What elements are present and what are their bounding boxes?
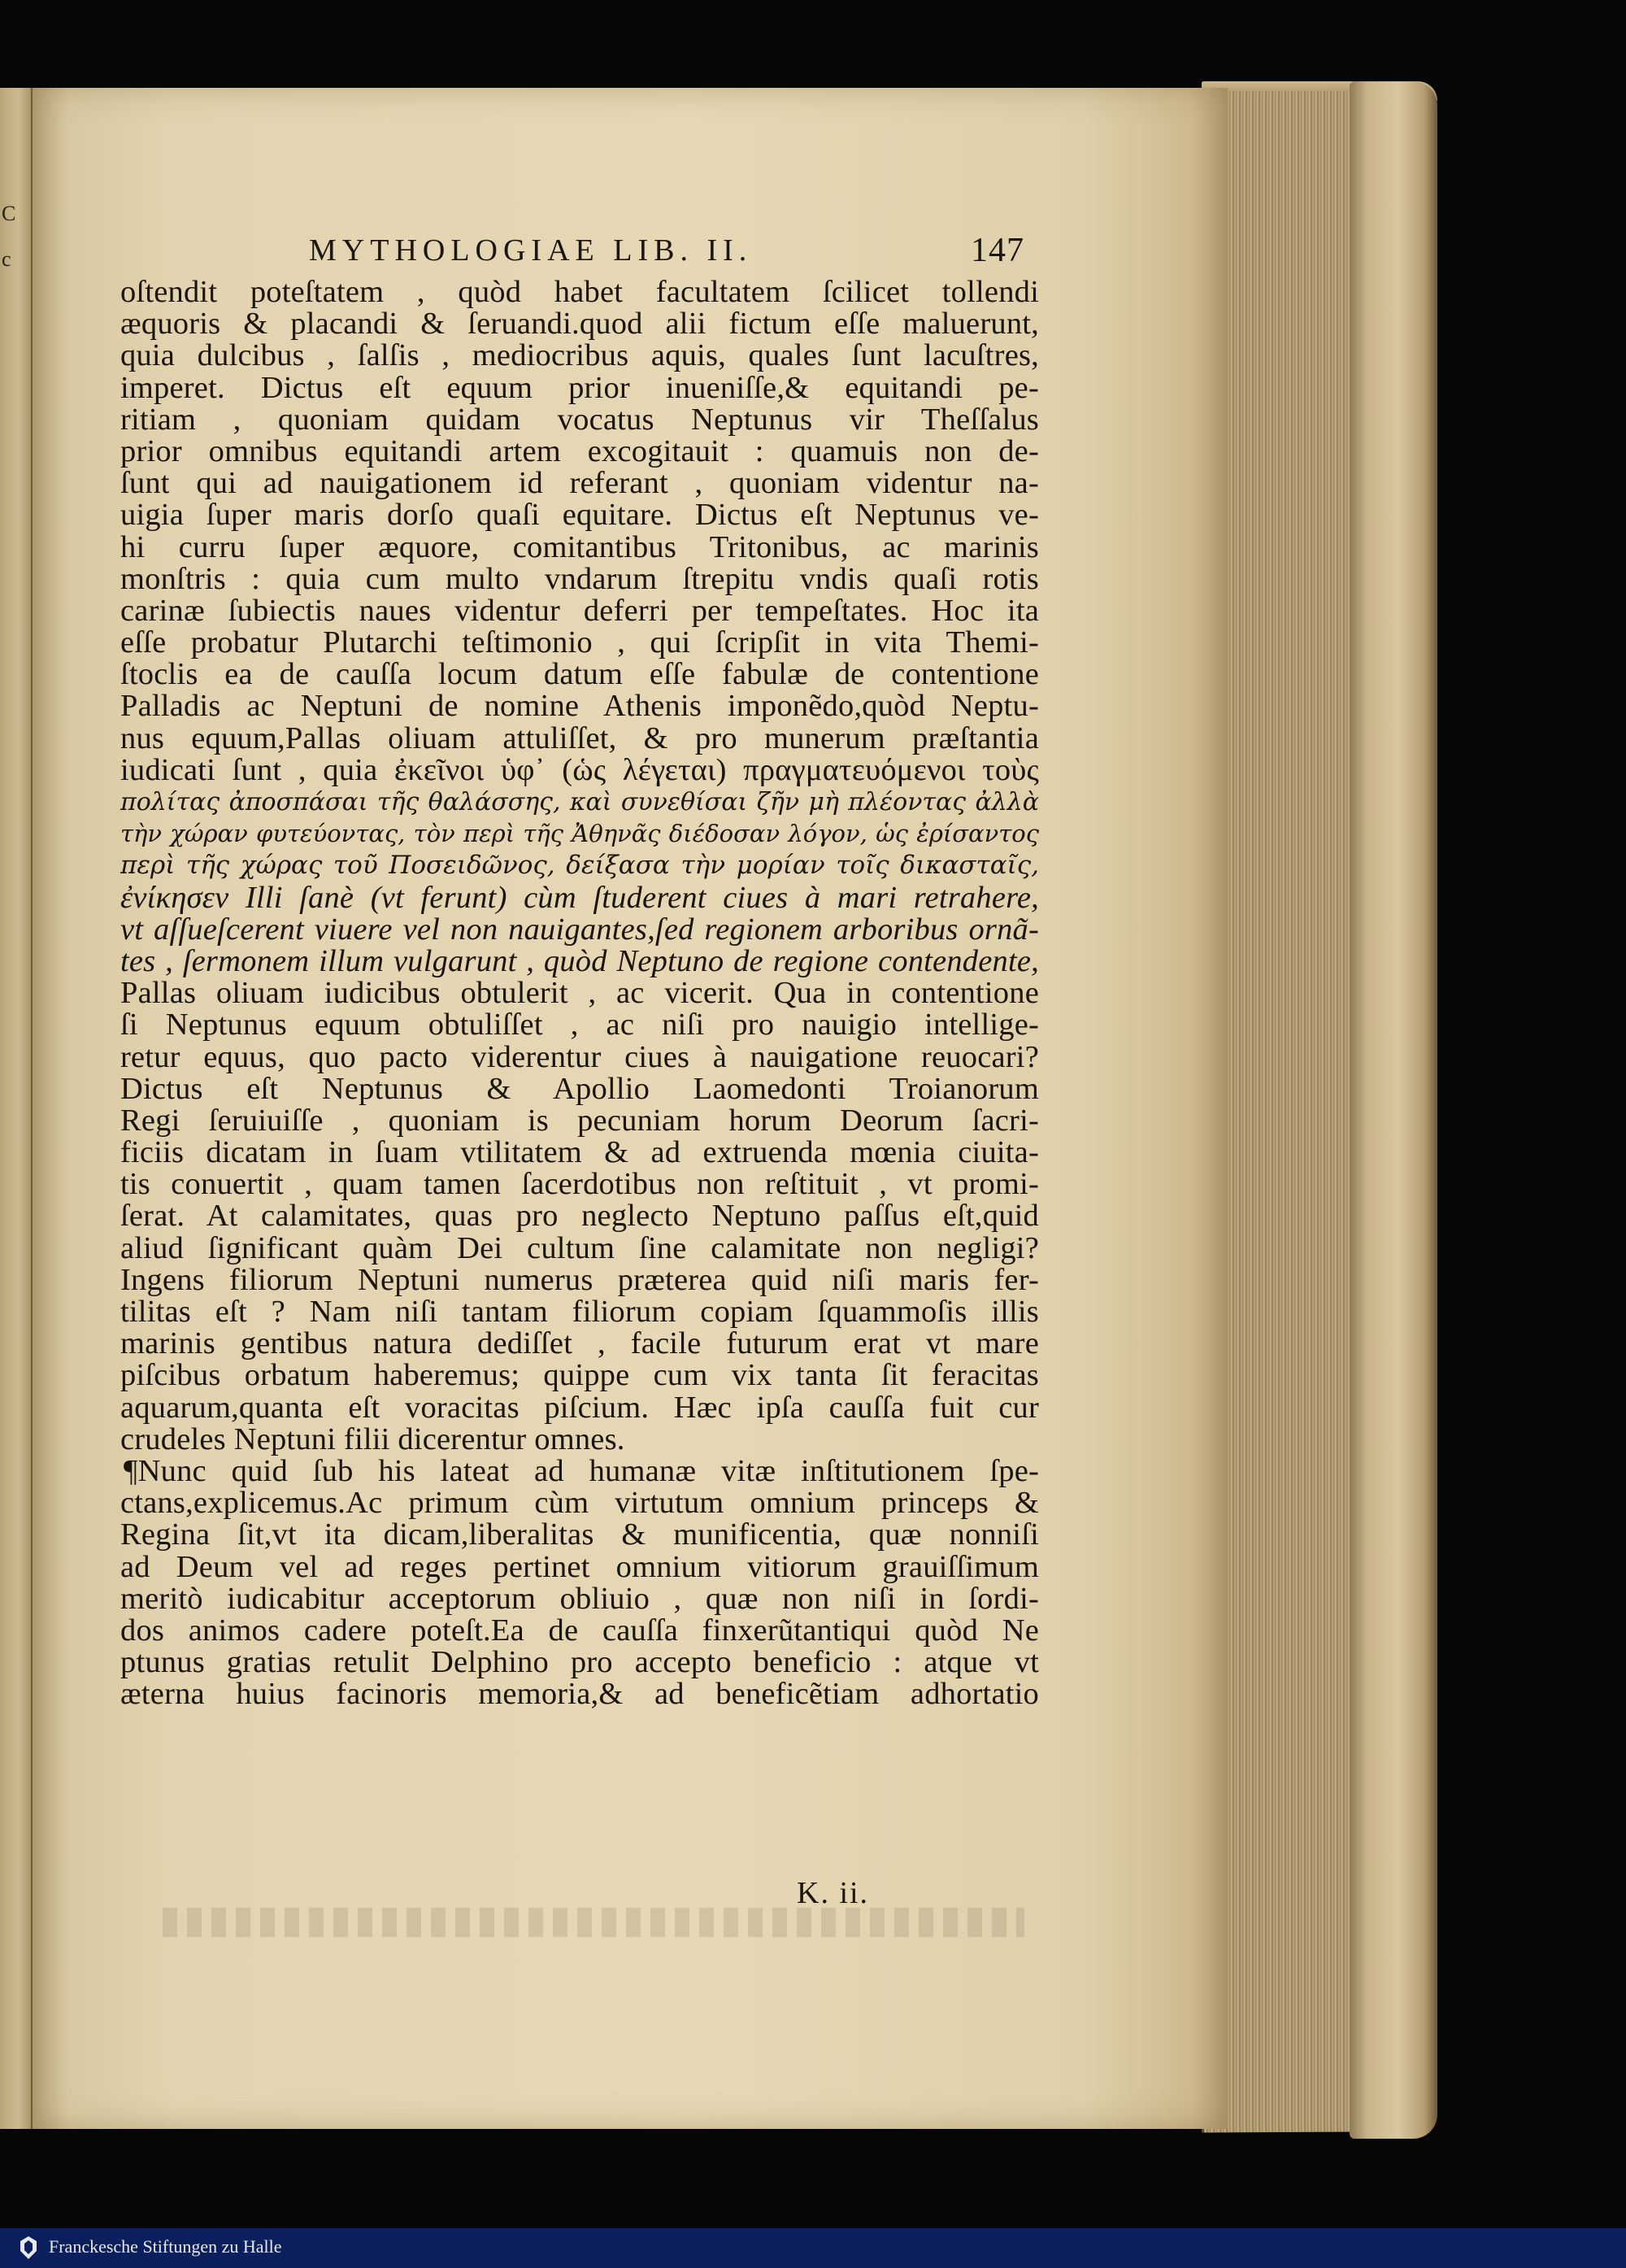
text-line: retur equus, quo pacto viderentur ciues à nauigatione reuocari? <box>120 1039 1039 1074</box>
text-line: ad Deum vel ad reges pertinet omnium vitiorum grauiſſimum <box>120 1549 1039 1584</box>
text-line: prior omnibus equitandi artem excogitauit : quamuis non de- <box>120 433 1039 468</box>
body-text <box>120 276 1039 1710</box>
text-line: aquarum,quanta eſt voracitas piſcium. Hæc ipſa cauſſa fuit cur <box>120 1390 1039 1425</box>
text-line: Dictus eſt Neptunus & Apollio Laomedonti Troianorum <box>120 1071 1039 1106</box>
text-line: monſtris : quia cum multo vndarum ſtrepitu vndis quaſi rotis <box>120 561 1039 596</box>
text-line: hi curru ſuper æquore, comitantibus Tritonibus, ac marinis <box>120 529 1039 564</box>
italic-text-line: ἐνίκησεν Illi ſanè (vt ferunt) cùm ſtuderent ciues à mari retrahere, <box>120 880 1039 915</box>
book-page <box>33 88 1228 2129</box>
text-line: eſſe probatur Plutarchi teſtimonio , qui ſcripſit in vita Themi- <box>120 625 1039 660</box>
italic-text-line: vt aſſueſcerent viuere vel non nauigantes,ſed regionem arboribus ornã- <box>120 912 1039 947</box>
text-line: ſerat. At calamitates, quas pro neglecto Neptuno paſſus eſt,quid <box>120 1199 1039 1234</box>
previous-page-mark: C <box>2 202 16 225</box>
text-line: Palladis ac Neptuni de nomine Athenis imponẽdo,quòd Neptu- <box>120 689 1039 724</box>
paragraph-start-line: ¶Nunc quid ſub his lateat ad humanæ vitæ inſtitutionem ſpe- <box>124 1453 1039 1488</box>
text-line: ſtoclis ea de cauſſa locum datum eſſe fabulæ de contentione <box>120 657 1039 692</box>
text-line: ptunus gratias retulit Delphino pro accepto beneficio : atque vt <box>120 1645 1039 1680</box>
previous-page-edge <box>0 88 33 2129</box>
footer-institution-name: Franckesche Stiftungen zu Halle <box>49 2236 282 2257</box>
italic-text-line: tes , ſermonem illum vulgarunt , quòd Neptuno de regione contendente, <box>120 943 1039 978</box>
show-through-text <box>163 1908 1024 1937</box>
paragraph-end-line: crudeles Neptuni filii dicerentur omnes. <box>120 1421 625 1456</box>
previous-page-mark: c <box>2 247 11 271</box>
text-line: Pallas oliuam iudicibus obtulerit , ac vicerit. Qua in contentione <box>120 976 1039 1011</box>
text-line: Regina ſit,vt ita dicam,liberalitas & munificentia, quæ nonniſi <box>120 1517 1039 1552</box>
text-line-mixed-greek: iudicati ſunt , quia ἐκεῖνοι ὑφ᾽ (ὡς λέγεται) πραγματευόμενοι τοὺς <box>120 752 1039 787</box>
text-line: ficiis dicatam in ſuam vtilitatem & ad extruenda mœnia ciuita- <box>120 1135 1039 1170</box>
text-line: ſunt qui ad nauigationem id referant , quoniam videntur na- <box>120 466 1039 501</box>
text-line: dos animos cadere poteſt.Ea de cauſſa finxerũtantiqui quòd Ne <box>120 1613 1039 1648</box>
page-header <box>309 233 1024 278</box>
greek-quotation-line: περὶ τῆς χώρας τοῦ Ποσειδῶνος, δείξασα τὴν μορίαν τοῖς δικασταῖς, <box>120 851 1039 881</box>
running-head: MYTHOLOGIAE LIB. II. <box>309 233 753 268</box>
text-line: Ingens filiorum Neptuni numerus præterea quid niſi maris fer- <box>120 1262 1039 1297</box>
text-line: nus equum,Pallas oliuam attuliſſet, & pro munerum præſtantia <box>120 720 1039 755</box>
page-number: 147 <box>971 232 1024 269</box>
text-line: oſtendit poteſtatem , quòd habet facultatem ſcilicet tollendi <box>120 275 1039 309</box>
text-line: æquoris & placandi & ſeruandi.quod alii fictum eſſe maluerunt, <box>120 307 1039 342</box>
text-line: marinis gentibus natura dediſſet , facile futurum erat vt mare <box>120 1326 1039 1361</box>
institution-logo-icon <box>15 2233 42 2262</box>
text-line: tilitas eſt ? Nam niſi tantam filiorum copiam ſquammoſis illis <box>120 1295 1039 1329</box>
footer-bar <box>0 2228 1626 2268</box>
text-line: Regi ſeruiuiſſe , quoniam is pecuniam horum Deorum ſacri- <box>120 1103 1039 1138</box>
signature-catchword: K. ii. <box>797 1876 870 1910</box>
text-line: ctans,explicemus.Ac primum cùm virtutum omnium princeps & <box>120 1486 1039 1521</box>
text-line: carinæ ſubiectis naues videntur deferri per tempeſtates. Hoc ita <box>120 593 1039 628</box>
text-line: piſcibus orbatum haberemus; quippe cum vix tanta ſit feracitas <box>120 1358 1039 1393</box>
text-line: æterna huius facinoris memoria,& ad beneficẽtiam adhortatio <box>120 1677 1039 1712</box>
text-line: tis conuertit , quam tamen ſacerdotibus non reſtituit , vt promi- <box>120 1167 1039 1202</box>
text-line: aliud ſignificant quàm Dei cultum ſine calamitate non negligi? <box>120 1230 1039 1265</box>
text-line: imperet. Dictus eſt equum prior inueniſſe,& equitandi pe- <box>120 370 1039 405</box>
greek-quotation-line: τὴν χώραν φυτεύοντας, τὸν περὶ τῆς Ἀθηνᾶς διέδοσαν λόγον, ὡς ἐρίσαντος <box>120 820 1039 848</box>
text-line: ſi Neptunus equum obtuliſſet , ac niſi pro nauigio intellige- <box>120 1008 1039 1043</box>
text-line: meritò iudicabitur acceptorum obliuio , quæ non niſi in ſordi- <box>120 1581 1039 1616</box>
text-line: quia dulcibus , ſalſis , mediocribus aquis, quales ſunt lacuſtres, <box>120 338 1039 373</box>
greek-quotation-line: πολίτας ἀποσπάσαι τῆς θαλάσσης, καὶ συνεθίσαι ζῆν μὴ πλέοντας ἀλλὰ <box>120 788 1039 816</box>
text-line: ritiam , quoniam quidam vocatus Neptunus vir Theſſalus <box>120 402 1039 437</box>
book-cover-edge <box>1350 81 1437 2139</box>
text-line: uigia ſuper maris dorſo quaſi equitare. Dictus eſt Neptunus ve- <box>120 498 1039 533</box>
